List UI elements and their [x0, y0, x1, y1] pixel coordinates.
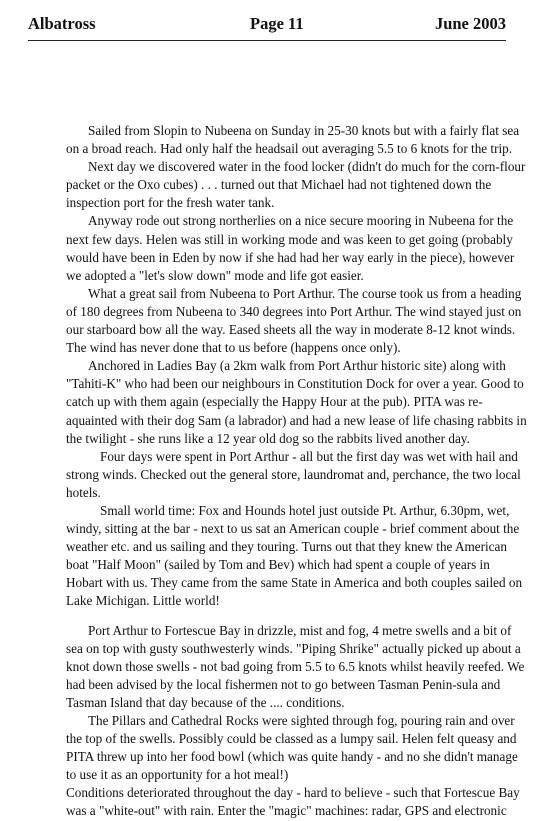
page-number: Page 11	[250, 14, 304, 33]
paragraph-small-world: Small world time: Fox and Hounds hotel just outside Pt. Arthur, 6.30pm, wet, windy, sitting at the bar - next to us sat an American couple - brief comment about the weather etc. and us sailing and they touring. Turns out that they knew the American boat "Half Moon" (sailed by Tom and Bev) which had spent a couple of years in Hobart with us. They came from the same State in America and both couples sailed on Lake Michigan. Little world!	[66, 502, 523, 609]
article-body	[66, 122, 528, 821]
page-header	[28, 14, 506, 38]
paragraph-food-locker: Next day we discovered water in the food locker (didn't do much for the corn-flour packet or the Oxo cubes) . . . turned out that Michael had not tightened down the inspection port for the fresh water tank.	[66, 159, 526, 211]
paragraph-pillars: The Pillars and Cathedral Rocks were sighted through fog, pouring rain and over the top of the swells. Possibly could be classed as a lumpy sail. Helen felt queasy and PITA threw up into her food bowl (which was quite handy - and no she didn't manage to use it as an opportunity for a hot meal!)	[66, 713, 518, 783]
issue-date: June 2003	[434, 14, 506, 33]
paragraph-conditions: Conditions deteriorated throughout the day - hard to believe - such that Fortescue Bay was a "white-out" with rain. Enter the "magic" machines: radar, GPS and electronic	[66, 785, 520, 819]
header-rule	[28, 40, 506, 41]
paragraph-port-arthur-sail: What a great sail from Nubeena to Port Arthur. The course took us from a heading of 180 degrees from Nubeena to 340 degrees into Port Arthur. The wind stayed just on our starboard bow all the way. Eased sheets all the way in moderate 8-12 knot winds. The wind has never done that to us before (happens once only).	[66, 285, 522, 356]
paragraph-four-days: Four days were spent in Port Arthur - all but the first day was wet with hail and strong winds. Checked out the general store, laundromat and, perchance, the two local hotels.	[66, 448, 521, 500]
paragraph-slopin-nubeena: Sailed from Slopin to Nubeena on Sunday in 25-30 knots but with a fairly flat sea on a broad reach. Had only half the headsail out averaging 5.5 to 6 knots for the trip.	[66, 123, 520, 157]
paragraph-ladies-bay: Anchored in Ladies Bay (a 2km walk from Port Arthur historic site) along with "Tahiti-K" who had been our neighbours in Constitution Dock for over a year. Good to catch up with them again (especially the Happy Hour at the pub). PITA was re-aquainted with their dog Sam (a labrador) and had a new lease of life chasing rabbits in the twilight - she runs like a 12 year old dog so the rabbits lived another day.	[66, 358, 527, 446]
paragraph-fortescue-bay: Port Arthur to Fortescue Bay in drizzle, mist and fog, 4 metre swells and a bit of sea on top with gusty southwesterly winds. "Piping Shrike" actually picked up about a knot down those swells - not bad going from 5.5 to 6.5 knots whilst heavily reefed. We had been advised by the local fishermen not to go between Tasman Penin-sula and Tasman Island that day because of the .... conditions.	[66, 622, 525, 710]
publication-title: Albatross	[28, 14, 96, 33]
paragraph-nubeena-mooring: Anyway rode out strong northerlies on a nice secure mooring in Nubeena for the next few days. Helen was still in working mode and was keen to get going (probably would have been in Eden by now if she had had her way early in the piece), however we adopted a "let's slow down" mode and life got easier.	[66, 213, 515, 283]
